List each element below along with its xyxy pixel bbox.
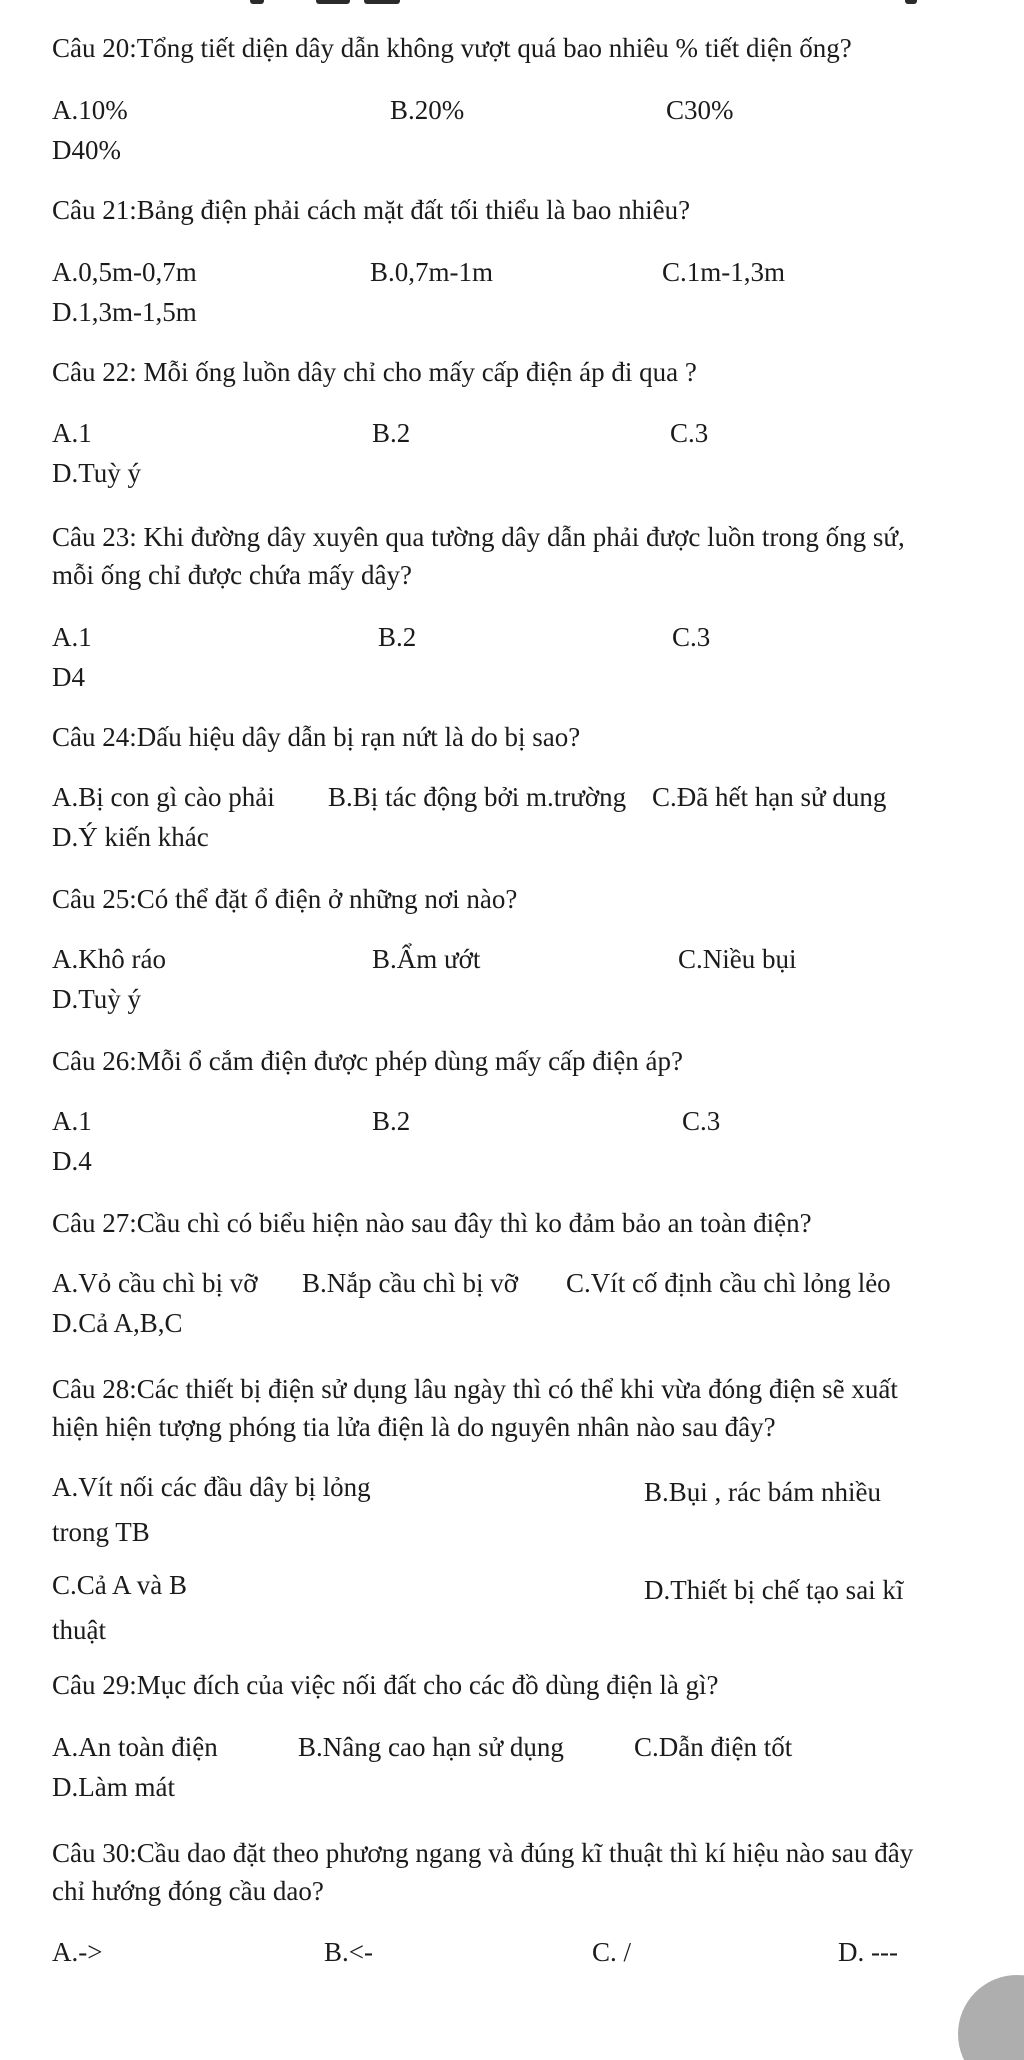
question-text: Câu 26:Mỗi ổ cắm điện được phép dùng mấy cấp điện áp? [52,1046,683,1076]
option-a: A.Khô ráo [52,944,166,974]
option-c: C.3 [672,622,711,652]
question-text: Câu 25:Có thể đặt ổ điện ở những nơi nào? [52,884,518,914]
option-b: B.Nâng cao hạn sử dụng [298,1732,564,1762]
option-d: D4 [52,662,85,692]
option-d: D40% [52,135,121,165]
option-b: B.Bị tác động bởi m.trường [328,782,627,812]
option-d: D.1,3m-1,5m [52,297,197,327]
option-b: B.Ẩm ướt [372,944,481,974]
option-c: C.Đã hết hạn sử dung [652,782,887,812]
option-d: D.Tuỳ ý [52,984,142,1014]
option-a: A.1 [52,418,92,448]
option-b: B.0,7m-1m [370,257,494,287]
option-c: C.Vít cố định cầu chì lỏng lẻo [566,1268,891,1298]
question-text: Câu 24:Dấu hiệu dây dẫn bị rạn nứt là do bị sao? [52,722,581,752]
option-a: A.Vít nối các đầu dây bị lỏng [52,1472,371,1502]
option-a: A.Bị con gì cào phải [52,782,275,812]
option-b: B.2 [372,1106,411,1136]
option-d: D.Cả A,B,C [52,1308,183,1338]
option-b: B.2 [372,418,411,448]
option-d: D.Ý kiến khác [52,822,209,852]
question-text: Câu 23: Khi đường dây xuyên qua tường dây dẫn phải được luồn trong ống sứ, mỗi ống chỉ được chứa mấy dây? [52,522,905,590]
question-text: Câu 30:Cầu dao đặt theo phương ngang và đúng kĩ thuật thì kí hiệu nào sau đây chỉ hướng đóng cầu dao? [52,1838,914,1906]
option-a: A.1 [52,1106,92,1136]
option-b: B.20% [390,95,465,125]
question-text: Câu 22: Mỗi ống luồn dây chỉ cho mấy cấp điện áp đi qua ? [52,357,697,387]
option-c: C.1m-1,3m [662,257,786,287]
option-b: B.2 [378,622,417,652]
text-fragment [905,0,917,4]
question-text: Câu 21:Bảng điện phải cách mặt đất tối thiểu là bao nhiêu? [52,195,691,225]
question-text: Câu 29:Mục đích của việc nối đất cho các đồ dùng điện là gì? [52,1670,719,1700]
text-fragment [316,0,350,4]
option-c: C. / [592,1937,632,1967]
question-text: Câu 27:Cầu chì có biểu hiện nào sau đây thì ko đảm bảo an toàn điện? [52,1208,812,1238]
question-text: Câu 28:Các thiết bị điện sử dụng lâu ngày thì có thể khi vừa đóng điện sẽ xuất hiện hiện tượng phóng tia lửa điện là do nguyên nhân nào sau đây? [52,1374,898,1442]
option-c: C.3 [670,418,709,448]
option-a: A.An toàn điện [52,1732,218,1762]
option-d: D.Thiết bị chế tạo sai kĩ thuật [52,1575,904,1645]
question-text: Câu 20:Tổng tiết diện dây dẫn không vượt quá bao nhiêu % tiết diện ống? [52,33,852,63]
option-a: A.10% [52,95,128,125]
option-c: C.3 [682,1106,721,1136]
option-c: C.Cả A và B [52,1570,188,1600]
option-a: A.-> [52,1937,103,1967]
option-b: B.Bụi , rác bám nhiều trong TB [52,1477,881,1547]
option-c: C.Dẫn điện tốt [634,1732,793,1762]
text-fragment [250,0,264,4]
option-a: A.1 [52,622,92,652]
text-fragment [364,0,400,4]
option-c: C.Niều bụi [678,944,797,974]
option-d: D. --- [838,1937,898,1967]
option-d: D.Làm mát [52,1772,175,1802]
option-a: A.0,5m-0,7m [52,257,197,287]
option-d: D.4 [52,1146,92,1176]
option-b: B.<- [324,1937,373,1967]
option-b: B.Nắp cầu chì bị vỡ [302,1268,518,1298]
cropped-previous-line [0,0,1024,8]
option-c: C30% [666,95,734,125]
option-d: D.Tuỳ ý [52,458,142,488]
floating-action-shape[interactable] [958,1975,1024,2060]
option-a: A.Vỏ cầu chì bị vỡ [52,1268,258,1298]
